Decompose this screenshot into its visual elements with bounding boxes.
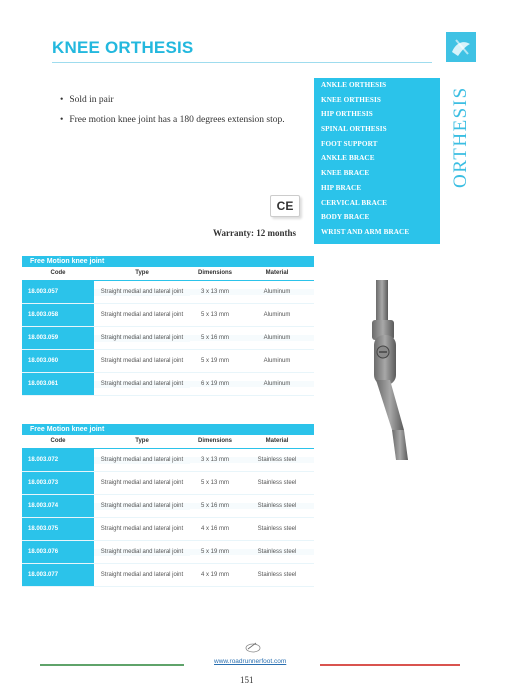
cell-dimensions: 5 x 19 mm: [190, 358, 240, 364]
cell-dimensions: 6 x 19 mm: [190, 381, 240, 387]
cell-dimensions: 5 x 19 mm: [190, 549, 240, 555]
nav-item-hip-brace[interactable]: HIP BRACE: [321, 183, 362, 192]
cell-dimensions: 5 x 13 mm: [190, 480, 240, 486]
feature-item: • Sold in pair: [60, 95, 285, 115]
cell-material: Aluminum: [240, 358, 314, 364]
column-header-type: Type: [135, 438, 149, 444]
column-header-code: Code: [50, 270, 66, 276]
cell-material: Aluminum: [240, 289, 314, 295]
column-header-material: Material: [265, 438, 289, 444]
footer-logo-icon: [244, 640, 262, 654]
table-row: [22, 327, 314, 350]
cell-material: Stainless steel: [240, 457, 314, 463]
cell-code: 18.003.073: [22, 472, 94, 494]
cell-type: Straight medial and lateral joint: [94, 503, 190, 510]
cell-material: Aluminum: [240, 335, 314, 341]
cell-type: Straight medial and lateral joint: [94, 289, 190, 296]
cell-code: 18.003.077: [22, 564, 94, 586]
cell-material: Stainless steel: [240, 549, 314, 555]
cell-type: Straight medial and lateral joint: [94, 381, 190, 388]
cell-material: Stainless steel: [240, 503, 314, 509]
table-row: [22, 350, 314, 373]
nav-item-hip-orthesis[interactable]: HIP ORTHESIS: [321, 110, 373, 119]
product-table-stainless: [22, 424, 314, 587]
footer-divider-left: [40, 664, 184, 666]
nav-item-cervical-brace[interactable]: CERVICAL BRACE: [321, 198, 388, 207]
cell-material: Stainless steel: [240, 480, 314, 486]
feature-item: • Free motion knee joint has a 180 degrees extension stop.: [60, 115, 285, 135]
cell-dimensions: 4 x 16 mm: [190, 526, 240, 532]
cell-type: Straight medial and lateral joint: [94, 572, 190, 579]
cell-type: Straight medial and lateral joint: [94, 335, 190, 342]
column-header-code: Code: [50, 438, 66, 444]
warranty-text: Warranty: 12 months: [213, 228, 296, 238]
table-title: Free Motion knee joint: [22, 424, 314, 435]
column-header-material: Material: [265, 270, 289, 276]
cell-type: Straight medial and lateral joint: [94, 358, 190, 365]
cell-dimensions: 4 x 19 mm: [190, 572, 240, 578]
cell-code: 18.003.074: [22, 495, 94, 517]
page-title: KNEE ORTHESIS: [52, 38, 194, 57]
cell-type: Straight medial and lateral joint: [94, 549, 190, 556]
table-row: [22, 281, 314, 304]
cell-dimensions: 3 x 13 mm: [190, 457, 240, 463]
table-header-row: [22, 435, 314, 449]
nav-item-spinal-orthesis[interactable]: SPINAL ORTHESIS: [321, 125, 387, 134]
cell-code: 18.003.075: [22, 518, 94, 540]
cell-material: Aluminum: [240, 381, 314, 387]
table-row: [22, 472, 314, 495]
table-row: [22, 518, 314, 541]
nav-item-ankle-orthesis[interactable]: ANKLE ORTHESIS: [321, 81, 387, 89]
nav-item-wrist-and-arm-brace[interactable]: WRIST AND ARM BRACE: [321, 227, 410, 236]
table-row: [22, 304, 314, 327]
cell-code: 18.003.072: [22, 449, 94, 471]
cell-code: 18.003.061: [22, 373, 94, 395]
column-header-type: Type: [135, 270, 149, 276]
cell-type: Straight medial and lateral joint: [94, 480, 190, 487]
cell-dimensions: 5 x 16 mm: [190, 335, 240, 341]
cell-material: Stainless steel: [240, 526, 314, 532]
nav-item-knee-brace[interactable]: KNEE BRACE: [321, 169, 370, 178]
cell-code: 18.003.076: [22, 541, 94, 563]
knee-joint-product-image: [358, 280, 418, 460]
product-table-aluminum: [22, 256, 314, 396]
cell-material: Stainless steel: [240, 572, 314, 578]
nav-item-body-brace[interactable]: BODY BRACE: [321, 213, 370, 222]
section-label-text: ORTHESIS: [450, 86, 471, 188]
cell-dimensions: 3 x 13 mm: [190, 289, 240, 295]
column-header-dimensions: Dimensions: [197, 438, 232, 444]
nav-item-knee-orthesis[interactable]: KNEE ORTHESIS: [321, 95, 381, 104]
feature-list: [60, 95, 285, 135]
cell-code: 18.003.060: [22, 350, 94, 372]
cell-dimensions: 5 x 16 mm: [190, 503, 240, 509]
footer-divider-right: [320, 664, 460, 666]
table-row: [22, 541, 314, 564]
title-divider: [52, 62, 432, 63]
cell-type: Straight medial and lateral joint: [94, 526, 190, 533]
brand-logo-icon: [446, 32, 476, 62]
cell-type: Straight medial and lateral joint: [94, 312, 190, 319]
table-header-row: [22, 267, 314, 281]
cell-code: 18.003.058: [22, 304, 94, 326]
column-header-dimensions: Dimensions: [197, 270, 232, 276]
table-row: [22, 449, 314, 472]
page-number: 151: [240, 675, 254, 685]
table-row: [22, 495, 314, 518]
section-label: [450, 78, 472, 188]
table-row: [22, 373, 314, 396]
cell-dimensions: 5 x 13 mm: [190, 312, 240, 318]
cell-type: Straight medial and lateral joint: [94, 457, 190, 464]
table-title: Free Motion knee joint: [22, 256, 314, 267]
table-row: [22, 564, 314, 587]
footer-website-link[interactable]: www.roadrunnerfoot.com: [214, 658, 287, 665]
cell-code: 18.003.059: [22, 327, 94, 349]
cell-material: Aluminum: [240, 312, 314, 318]
category-nav: [314, 78, 440, 244]
cell-code: 18.003.057: [22, 281, 94, 303]
nav-item-ankle-brace[interactable]: ANKLE BRACE: [321, 154, 375, 163]
ce-mark-icon: CE: [270, 195, 300, 217]
nav-item-foot-support[interactable]: FOOT SUPPORT: [321, 139, 378, 148]
